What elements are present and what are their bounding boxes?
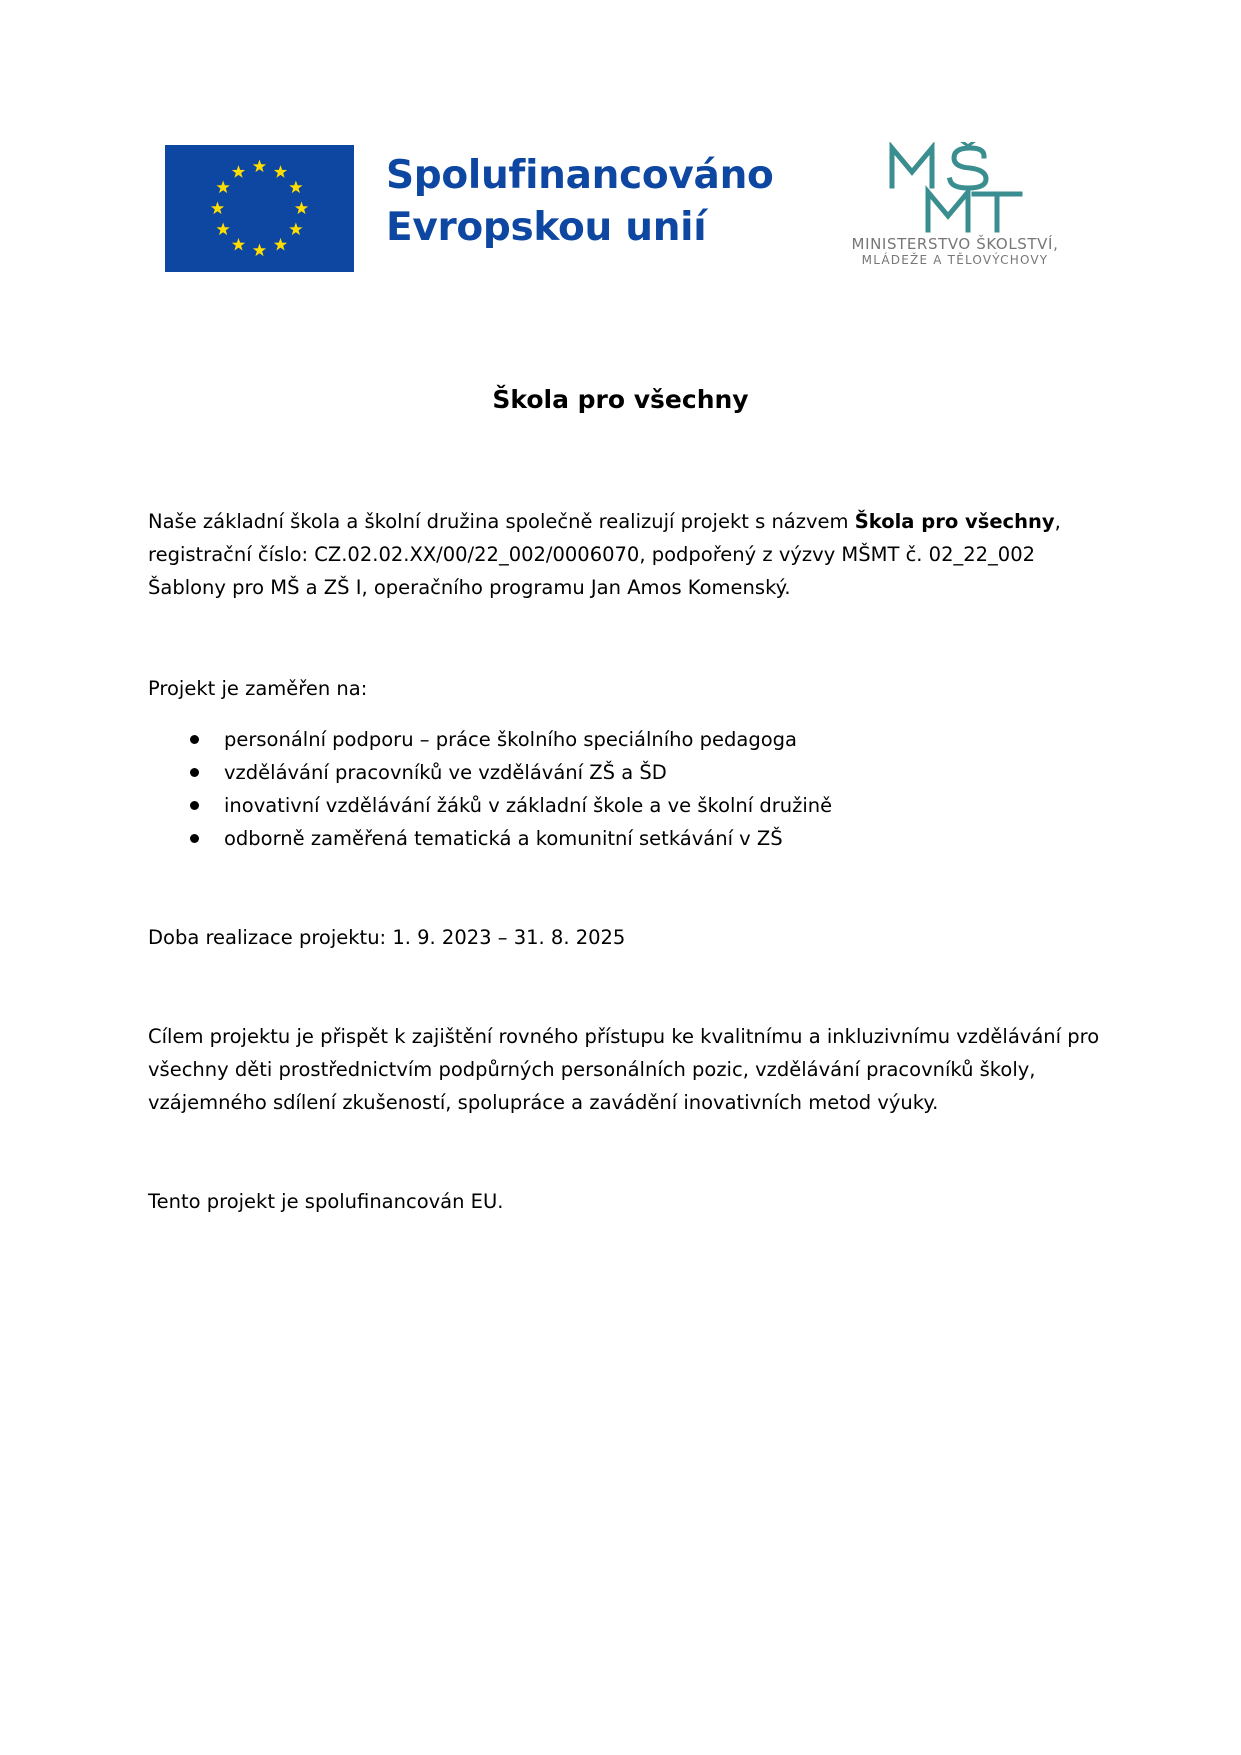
msmt-monogram-icon [888, 142, 1023, 234]
list-item [148, 723, 1108, 756]
eu-star-icon [253, 160, 266, 173]
bullet-icon [190, 801, 199, 810]
eu-star-icon [232, 238, 245, 251]
eu-cofinanced-label [386, 150, 774, 254]
eu-flag-logo [165, 145, 354, 272]
eu-star-icon [253, 244, 266, 257]
eu-star-icon [274, 165, 287, 178]
intro-paragraph [148, 505, 1108, 604]
intro-project-name: Škola pro všechny [854, 510, 1055, 533]
eu-label-line1: Spolufinancováno [386, 153, 774, 198]
document-title: Škola pro všechny [492, 385, 749, 414]
eu-label-line2: Evropskou unií [386, 205, 707, 250]
bullet-icon [190, 834, 199, 843]
eu-star-icon [232, 165, 245, 178]
bullet-icon [190, 735, 199, 744]
msmt-name [815, 236, 1095, 268]
msmt-name-line2: MLÁDEŽE A TĚLOVÝCHOVY [861, 253, 1049, 267]
list-item-text: odborně zaměřená tematická a komunitní setkávání v ZŠ [224, 827, 783, 850]
project-period: Doba realizace projektu: 1. 9. 2023 – 31. 8. 2025 [148, 926, 626, 949]
bullet-icon [190, 768, 199, 777]
logo-bar [0, 0, 1241, 300]
eu-star-icon [216, 181, 229, 194]
msmt-logo [815, 140, 1095, 280]
intro-after: , registrační číslo: CZ.02.02.XX/00/22_002/0006070, podpořený z výzvy MŠMT č. 02_22_002 Šablony pro MŠ a ZŠ I, operačního programu Jan Amos Komenský. [148, 510, 1061, 599]
project-goal-paragraph: Cílem projektu je přispět k zajištění rovného přístupu ke kvalitnímu a inkluzivnímu vzdělávání pro všechny děti prostřednictvím podpůrných personálních pozic, vzdělávání pracovníků školy, vzájemného sdílení zkušeností, spolupráce a zavádění inovativních metod výuky. [148, 1025, 1100, 1114]
list-item [148, 789, 1108, 822]
eu-stars-icon [165, 145, 354, 272]
eu-star-icon [274, 238, 287, 251]
list-item [148, 822, 1108, 855]
list-item-text: vzdělávání pracovníků ve vzdělávání ZŠ a ŠD [224, 761, 667, 784]
document-body [148, 505, 1108, 1218]
list-item-text: personální podporu – práce školního speciálního pedagoga [224, 728, 797, 751]
list-item [148, 756, 1108, 789]
eu-star-icon [289, 223, 302, 236]
focus-list [148, 723, 1108, 855]
msmt-name-line1: MINISTERSTVO ŠKOLSTVÍ, [851, 235, 1059, 253]
eu-star-icon [295, 202, 308, 215]
intro-before: Naše základní škola a školní družina společně realizují projekt s názvem [148, 510, 855, 533]
eu-star-icon [211, 202, 224, 215]
list-item-text: inovativní vzdělávání žáků v základní škole a ve školní družině [224, 794, 833, 817]
focus-heading: Projekt je zaměřen na: [148, 677, 368, 700]
eu-star-icon [289, 181, 302, 194]
eu-star-icon [216, 223, 229, 236]
cofinance-statement: Tento projekt je spolufinancován EU. [148, 1190, 504, 1213]
